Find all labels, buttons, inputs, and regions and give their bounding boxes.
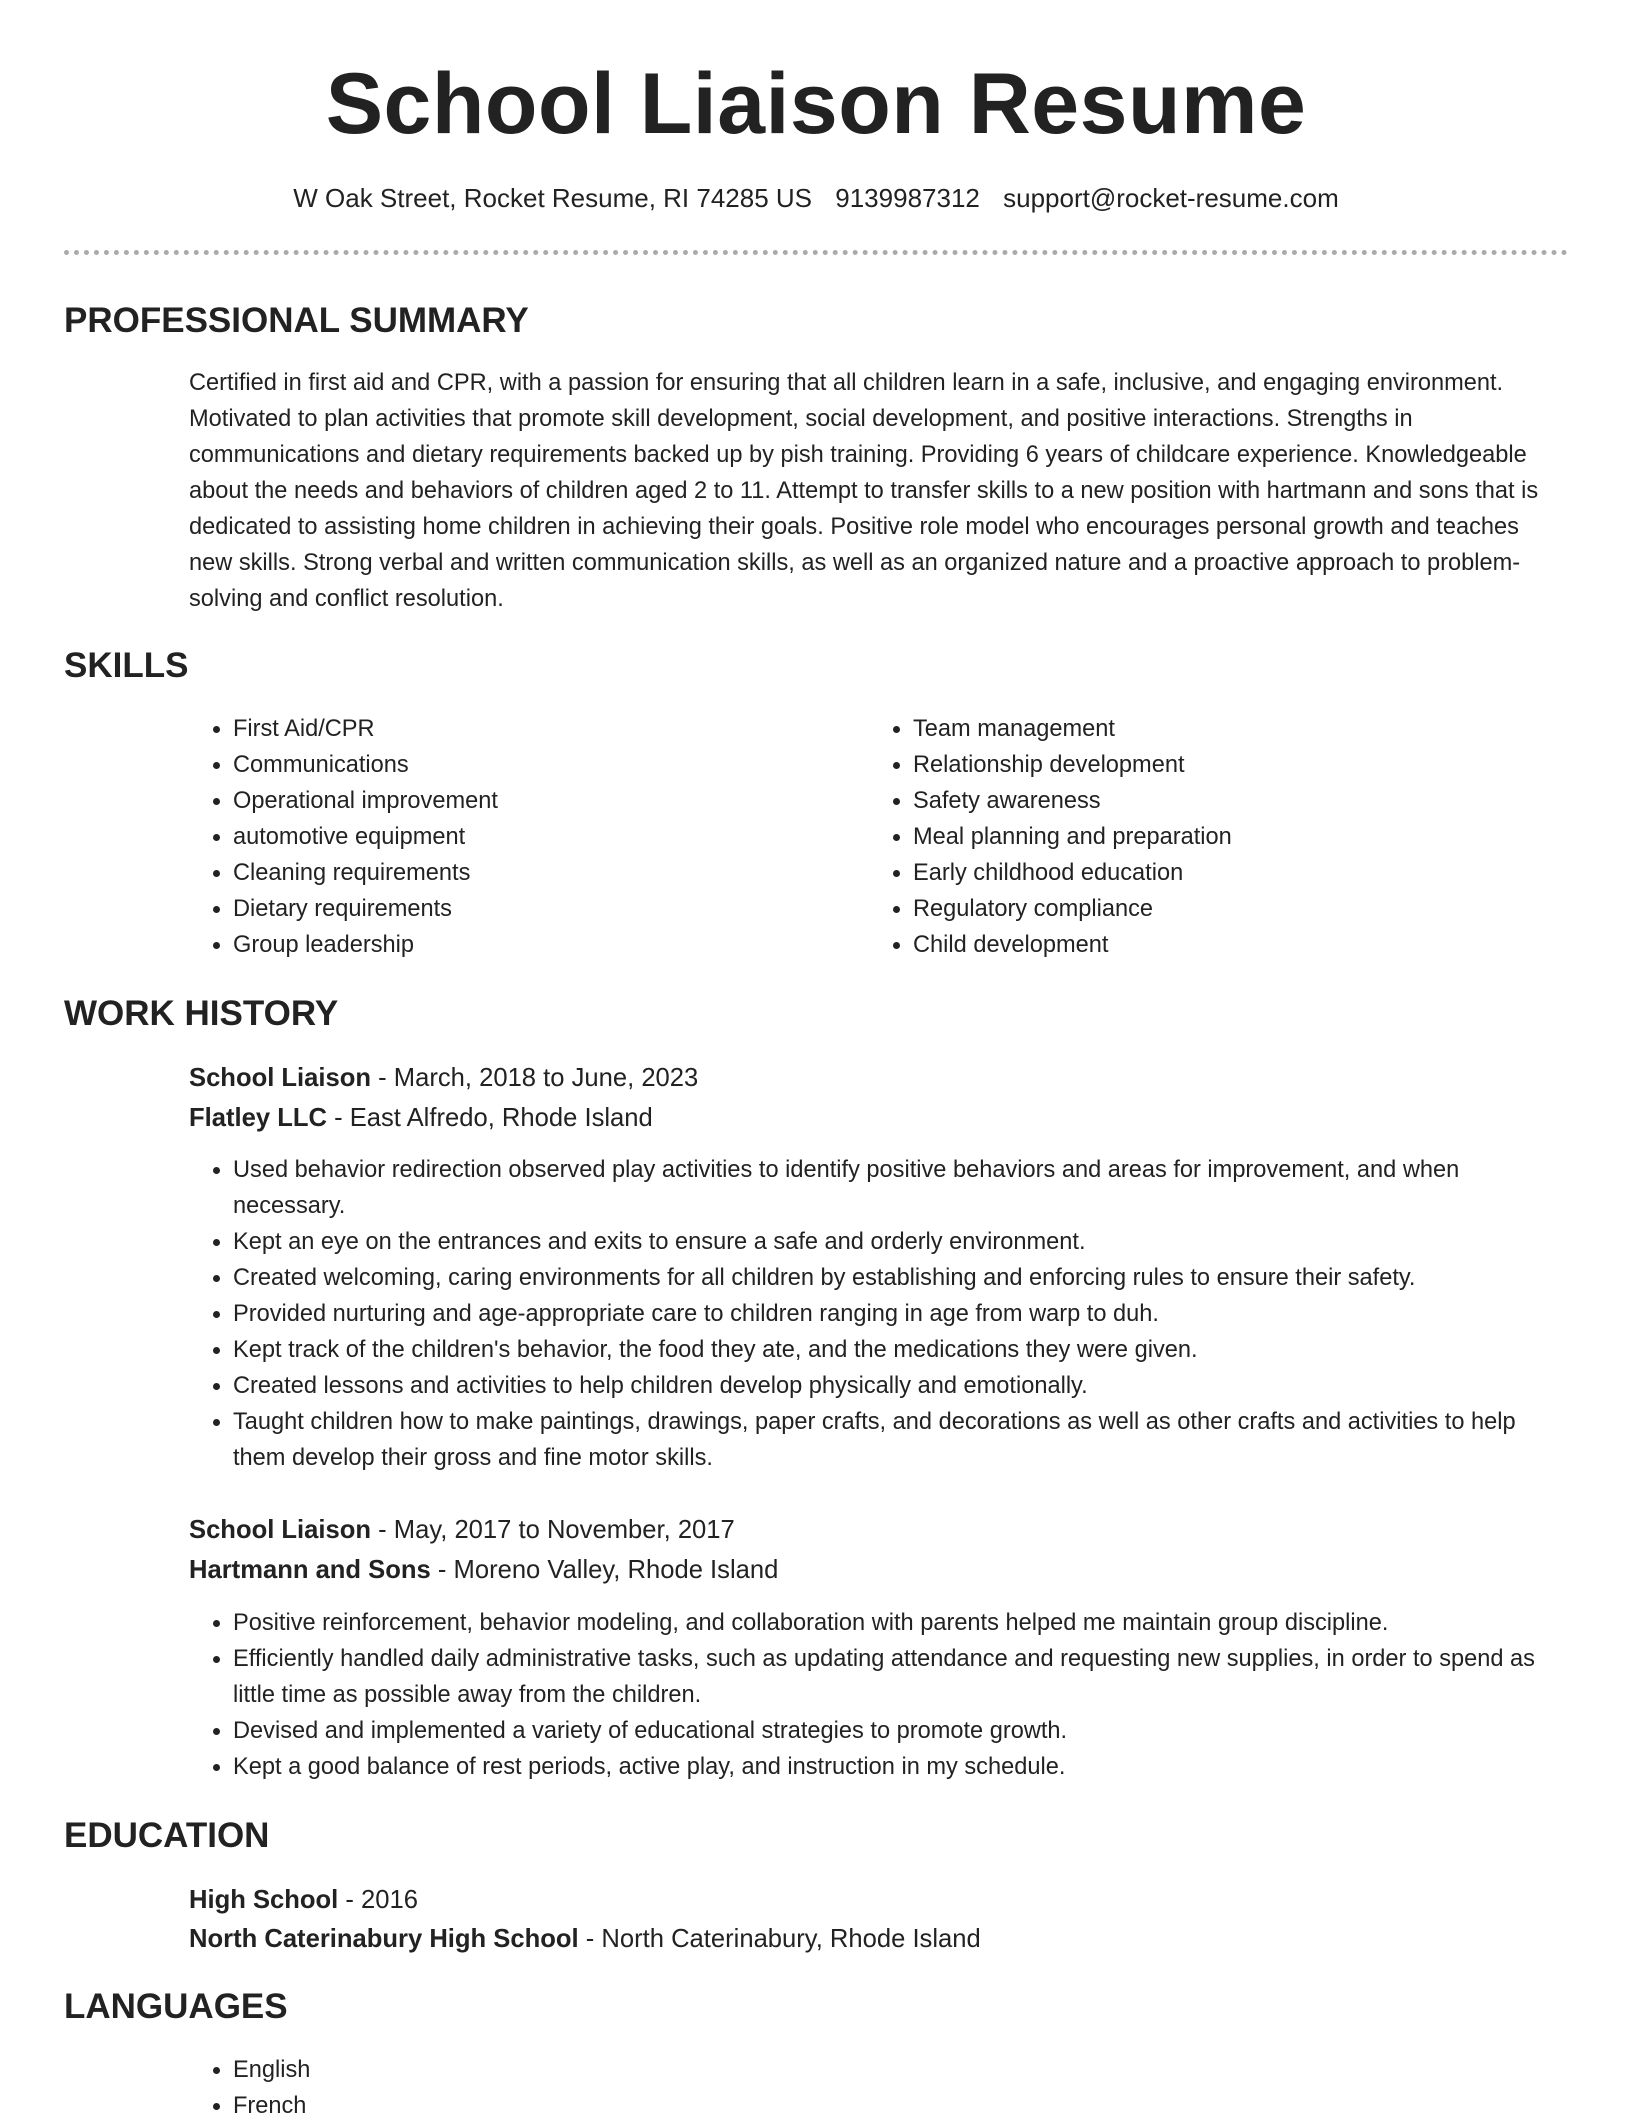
work-heading: WORK HISTORY [64,994,339,1033]
education-school: North Caterinabury High School [189,1925,579,1953]
education-year: - 2016 [338,1886,418,1914]
skill-item: • Team management [913,711,1533,747]
job-company: Hartmann and Sons [189,1556,431,1584]
languages-list [189,2052,833,2124]
education-location: - North Caterinabury, Rhode Island [578,1925,981,1953]
skills-heading: SKILLS [64,646,189,685]
contact-address: W Oak Street, Rocket Resume, RI 74285 US [293,183,813,213]
skills-list-left [189,711,853,963]
skill-item: • Safety awareness [913,783,1533,819]
skill-item: • Operational improvement [233,783,853,819]
job-company-line [189,1552,778,1588]
skill-item: • Meal planning and preparation [913,819,1533,855]
skill-item: • Group leadership [233,927,853,963]
languages-heading: LANGUAGES [64,1987,288,2026]
job-dates: - March, 2018 to June, 2023 [371,1064,699,1092]
summary-heading: PROFESSIONAL SUMMARY [64,301,529,340]
education-degree-line [189,1882,418,1918]
job-company: Flatley LLC [189,1104,327,1132]
job-role: School Liaison [189,1516,372,1544]
job-bullet: • Positive reinforcement, behavior modeling, and collaboration with parents helped me maintain group discipline. [233,1605,1567,1641]
resume-title: School Liaison Resume [325,56,1307,152]
skill-item: • Communications [233,747,853,783]
job-bullet: • Created lessons and activities to help children develop physically and emotionally. [233,1368,1567,1404]
skill-item: • Child development [913,927,1533,963]
skill-item: • Cleaning requirements [233,855,853,891]
job-company-line [189,1100,653,1136]
job-bullet: • Kept track of the children's behavior, the food they ate, and the medications they were given. [233,1332,1567,1368]
skill-item: • First Aid/CPR [233,711,853,747]
contact-line [0,180,1632,216]
contact-email: support@rocket-resume.com [1003,183,1339,213]
language-item: • French [233,2088,833,2124]
education-heading: EDUCATION [64,1816,270,1855]
skill-item: • Dietary requirements [233,891,853,927]
skill-item: • automotive equipment [233,819,853,855]
job-bullets [189,1605,1567,1785]
job-dates: - May, 2017 to November, 2017 [371,1516,735,1544]
skills-list-right [869,711,1533,963]
job-bullet: • Created welcoming, caring environments for all children by establishing and enforcing rules to ensure their safety. [233,1260,1567,1296]
summary-text: Certified in first aid and CPR, with a passion for ensuring that all children learn in a safe, inclusive, and engaging environment. Motivated to plan activities that promote skill development, social development, and positive interactions. Strengths in communications and dietary requirements backed up by pish training. Providing 6 years of childcare experience. Knowledgeable about the needs and behaviors of children aged 2 to 11. Attempt to transfer skills to a new position with hartmann and sons that is dedicated to assisting home children in achieving their goals. Positive role model who encourages personal growth and teaches new skills. Strong verbal and written communication skills, as well as an organized nature and a proactive approach to problem-solving and conflict resolution. [189,370,1539,612]
language-item: • English [233,2052,833,2088]
skill-item: • Relationship development [913,747,1533,783]
contact-phone: 9139987312 [835,183,980,213]
job-role: School Liaison [189,1064,372,1092]
job-bullet: • Devised and implemented a variety of educational strategies to promote growth. [233,1713,1567,1749]
education-school-line [189,1921,981,1957]
job-bullet: • Efficiently handled daily administrative tasks, such as updating attendance and requesting new supplies, in order to spend as little time as possible away from the children. [233,1641,1567,1713]
job-bullet: • Provided nurturing and age-appropriate care to children ranging in age from warp to duh. [233,1296,1567,1332]
job-title-line [189,1512,735,1548]
job-title-line [189,1060,698,1096]
job-bullet: • Used behavior redirection observed play activities to identify positive behaviors and areas for improvement, and when necessary. [233,1152,1567,1224]
job-bullet: • Kept a good balance of rest periods, active play, and instruction in my schedule. [233,1749,1567,1785]
job-location: - East Alfredo, Rhode Island [326,1104,653,1132]
skill-item: • Regulatory compliance [913,891,1533,927]
job-location: - Moreno Valley, Rhode Island [430,1556,779,1584]
education-degree: High School [189,1886,339,1914]
job-bullet: • Taught children how to make paintings, drawings, paper crafts, and decorations as well as other crafts and activities to help them develop their gross and fine motor skills. [233,1404,1567,1476]
header-divider [64,250,1568,255]
job-bullet: • Kept an eye on the entrances and exits to ensure a safe and orderly environment. [233,1224,1567,1260]
job-bullets [189,1152,1567,1476]
skill-item: • Early childhood education [913,855,1533,891]
